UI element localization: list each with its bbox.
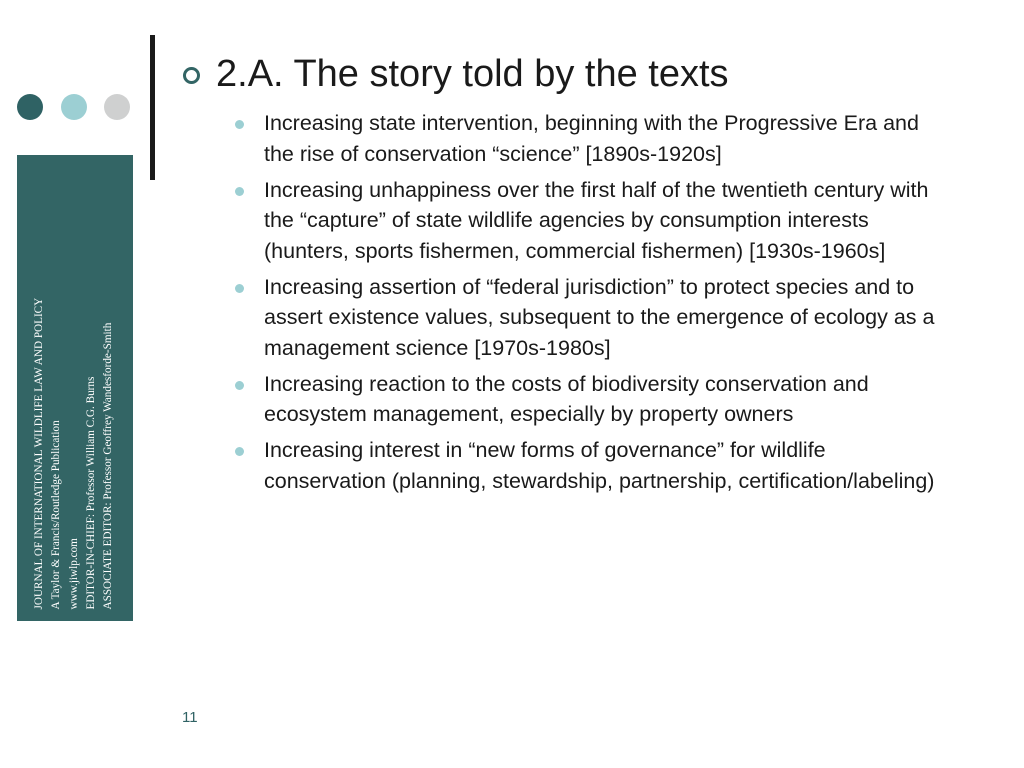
website-line: www.jiwlp.com [67, 537, 80, 609]
page-number: 11 [182, 709, 198, 726]
bullet-item [234, 175, 950, 267]
title-divider [150, 35, 155, 180]
bullet-dot-icon [235, 284, 244, 293]
decorative-dot-dark [17, 94, 43, 120]
bullet-text: Increasing reaction to the costs of biodiversity conservation and ecosystem management, especially by property owners [264, 371, 869, 426]
slide-title: 2.A. The story told by the texts [216, 53, 729, 95]
title-bullet-icon [183, 67, 200, 84]
bullet-item [234, 272, 950, 364]
bullet-dot-icon [235, 187, 244, 196]
associate-editor-line: ASSOCIATE EDITOR: Professor Geoffrey Wandesforde-Smith [102, 322, 115, 609]
publisher-line: A Taylor & Francis/Routledge Publication [50, 419, 63, 609]
journal-title: JOURNAL OF INTERNATIONAL WILDLIFE LAW AND POLICY [33, 297, 45, 609]
bullet-dot-icon [235, 120, 244, 129]
bullet-text: Increasing interest in “new forms of governance” for wildlife conservation (planning, stewardship, partnership, certification/labeling) [264, 438, 935, 493]
bullet-item [234, 108, 950, 169]
bullet-list [234, 108, 950, 502]
slide-title-row [183, 50, 729, 98]
bullet-text: Increasing unhappiness over the first half of the twentieth century with the “capture” of state wildlife agencies by consumption interests (hunters, sports fishermen, commercial fishermen) [1930s-1960s] [264, 177, 929, 263]
bullet-dot-icon [235, 381, 244, 390]
decorative-dot-teal [61, 94, 87, 120]
decorative-dot-gray [104, 94, 130, 120]
bullet-item [234, 369, 950, 430]
journal-side-panel [17, 155, 133, 621]
bullet-text: Increasing assertion of “federal jurisdiction” to protect species and to assert existence values, subsequent to the emergence of ecology as a management science [1970s-1980s] [264, 274, 935, 360]
bullet-text: Increasing state intervention, beginning with the Progressive Era and the rise of conservation “science” [1890s-1920s] [264, 111, 919, 166]
bullet-item [234, 435, 950, 496]
bullet-dot-icon [235, 447, 244, 456]
editor-in-chief-line: EDITOR-IN-CHIEF: Professor William C.G. Burns [84, 376, 97, 609]
journal-info [31, 169, 117, 609]
